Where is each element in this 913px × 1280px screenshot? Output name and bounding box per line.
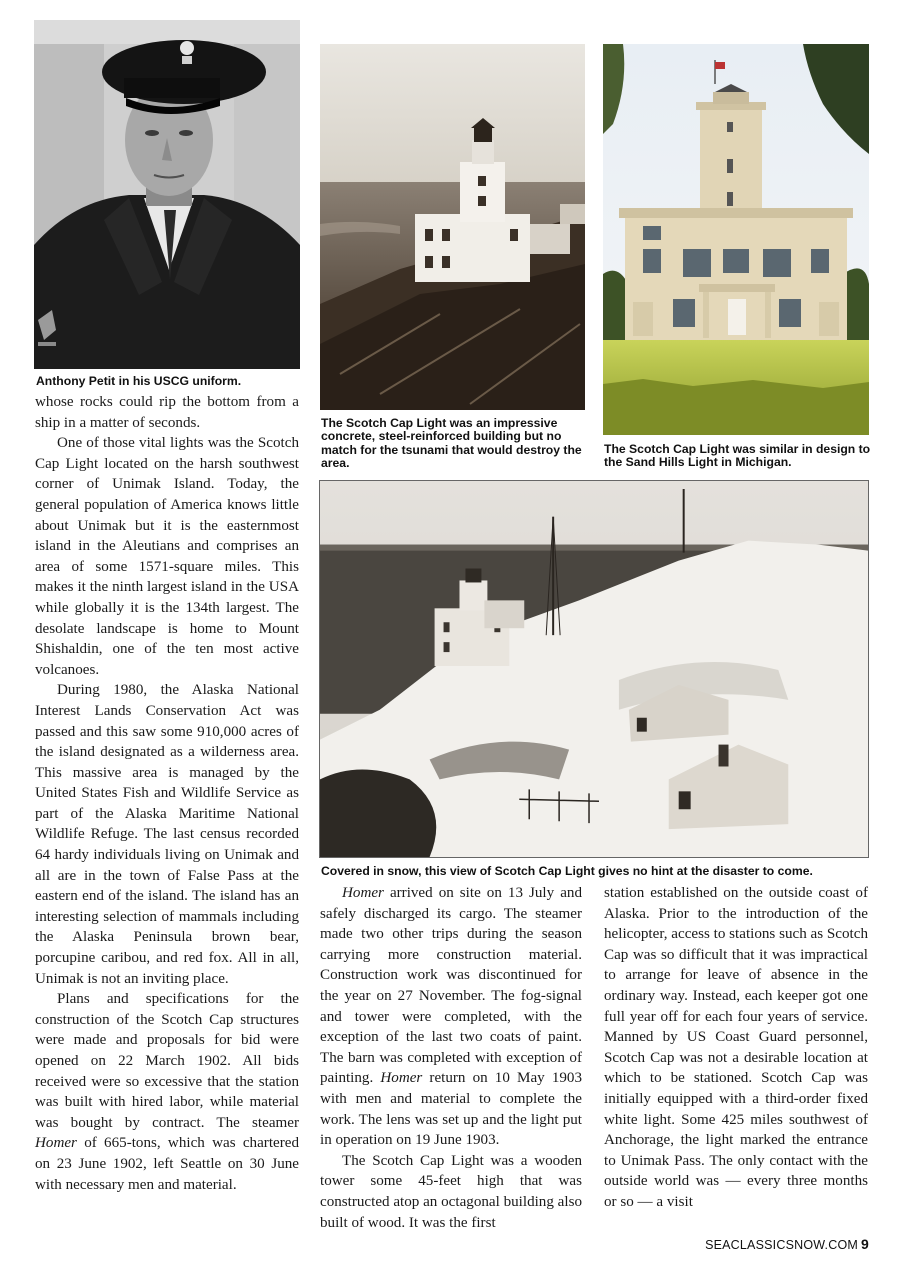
photo-sand-hills-light xyxy=(603,44,869,435)
ship-name: Homer xyxy=(380,1070,423,1087)
article-column-3 xyxy=(604,883,868,1213)
paragraph: whose rocks could rip the bottom from a ship in a matter of seconds. xyxy=(35,394,299,431)
article-column-1 xyxy=(35,392,299,1195)
photo-scotch-cap-light-cliff xyxy=(320,44,585,410)
caption-scotch-cap-light: The Scotch Cap Light was an impressive concrete, steel-reinforced building but no match for the tsunami that would destroy the area. xyxy=(321,416,582,471)
text-run: Plans and specifications for the construction of the Scotch Cap structures were made and proposals for bid were opened on 22 March 1902. All bids received were so excessive that the station was built with hired labor, while material was bought by contract. The steamer xyxy=(35,991,299,1131)
ship-name: Homer xyxy=(342,885,384,901)
caption-snow-view: Covered in snow, this view of Scotch Cap Light gives no hint at the disaster to come. xyxy=(321,864,813,878)
paragraph xyxy=(35,989,299,1195)
text-run: arrived on site on 13 July and safely discharged its cargo. The steamer made two other trips during the season carrying more construction material. Construction work was discontinued for the year on 27 November. The fog-signal and tower were completed, with the exception of the last two coats of paint. The barn was completed with exception of painting. xyxy=(320,885,582,1087)
ship-name: Homer xyxy=(35,1135,77,1152)
photo-anthony-petit xyxy=(34,20,300,369)
article-column-2 xyxy=(320,883,582,1233)
page-number: 9 xyxy=(861,1236,869,1252)
page-footer xyxy=(705,1236,869,1252)
caption-sand-hills-light: The Scotch Cap Light was similar in design to the Sand Hills Light in Michigan. xyxy=(604,442,871,470)
text-run: of 665-tons, which was chartered on 23 June 1902, left Seattle on 30 June with necessary men and material. xyxy=(35,1135,299,1193)
paragraph xyxy=(320,883,582,1151)
paragraph: The Scotch Cap Light was a wooden tower some 45-feet high that was constructed atop an octagonal building also built of wood. It was the first xyxy=(320,1152,582,1231)
paragraph: station established on the outside coast of Alaska. Prior to the introduction of the helicopter, access to stations such as Scotch Cap was so difficult that it was impractical to arrange for leave of absence in the ordinary way. Instead, each keeper got one full year off for each four years of service. Manned by US Coast Guard personnel, Scotch Cap was not a desirable location at which to be stationed. Scotch Cap was initially equipped with a third-order fixed white light. Some 425 miles southwest of Anchorage, the light marked the entrance to Unimak Pass. The only contact with the outside world was — every three months or so — a visit xyxy=(604,885,868,1210)
caption-anthony-petit: Anthony Petit in his USCG uniform. xyxy=(36,374,242,388)
site-name: SEACLASSICSNOW.COM xyxy=(705,1238,858,1252)
text-run: return on 10 May 1903 with men and material to complete the work. The lens was set up and the light put in operation on 19 June 1903. xyxy=(320,1070,583,1149)
paragraph: One of those vital lights was the Scotch Cap Light located on the harsh southwest corner of Unimak Island. Today, the general population of America knows little about Unimak but it is the easternmost island in the Aleutians and comprises an area of some 1571-square miles. This makes it the ninth largest island in the USA while globally it is the 134th largest. The desolate landscape is home to Mount Shishaldin, one of the ten most active volcanoes. xyxy=(35,435,299,678)
paragraph: During 1980, the Alaska National Interest Lands Conservation Act was passed and this saw some 910,000 acres of the island designated as a wilderness area. This massive area is managed by the United States Fish and Wildlife Service as part of the Alaska Maritime National Wildlife Refuge. The last census recorded 64 hardy individuals living on Unimak and all are in the town of False Pass at the eastern end of the island. The island has an interesting selection of mammals including the Alaska Peninsula brown bear, porcupine caribou, and red fox. All in all, Unimak is not an inviting place. xyxy=(35,682,299,987)
photo-scotch-cap-snow xyxy=(319,480,869,858)
